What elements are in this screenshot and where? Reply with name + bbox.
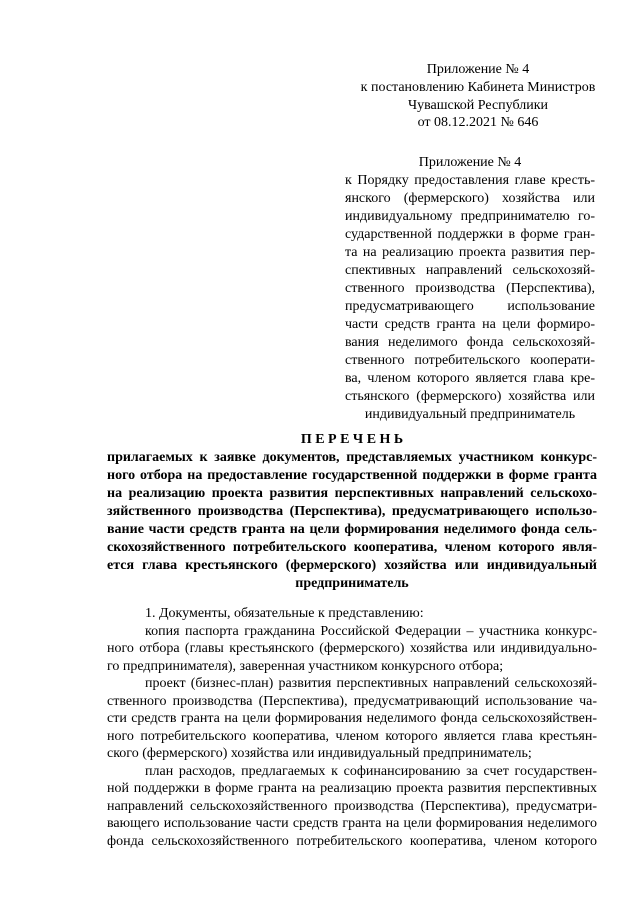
body-line: ственного производства (Перспектива), предусматривающий использование ча- [107, 694, 597, 709]
order-appendix-line: янского (фермерского) хозяйства или [345, 191, 595, 206]
order-appendix-line: сударственной поддержки в форме гран- [345, 227, 595, 242]
body-line: вающего использование части средств гранта на цели формирования неделимого [107, 816, 597, 831]
order-appendix-line: к Порядку предоставления главе кресть- [345, 173, 595, 188]
body-line: копия паспорта гражданина Российской Федерации – участника конкурс- [145, 624, 597, 639]
order-appendix-line: индивидуальный предприниматель [364, 407, 576, 422]
appendix-date: от 08.12.2021 № 646 [417, 115, 539, 130]
order-appendix-line: индивидуальному предпринимателю го- [345, 209, 595, 224]
order-appendix-line: части средств гранта на цели формиро- [345, 317, 595, 332]
list-subtitle-line: прилагаемых к заявке документов, представляемых участником конкурс- [107, 450, 597, 465]
body-line: направлений сельскохозяйственного производства (Перспектива), предусматри- [107, 799, 597, 814]
list-subtitle-line: на реализацию проекта развития перспективных направлений сельскохо- [107, 486, 597, 501]
order-appendix-line: предусматривающего использование [345, 299, 595, 314]
order-appendix-line: ва, членом которого является глава кре- [345, 371, 595, 386]
body-line: ного потребительского кооператива, членом которого является глава крестьян- [107, 729, 597, 744]
body-line: ной поддержки в форме гранта на реализацию проекта развития перспективных [107, 781, 597, 796]
appendix-line: Чувашской Республики [407, 98, 549, 113]
order-appendix-line: стьянского (фермерского) хозяйства или [345, 389, 595, 404]
order-appendix-line: та на реализацию проекта развития пер- [345, 245, 595, 260]
list-subtitle-line: ного отбора на предоставление государственной поддержки в форме гранта [107, 468, 597, 483]
order-appendix-line: ственного производства (Перспектива), [345, 281, 595, 296]
order-appendix-title: Приложение № 4 [418, 155, 522, 170]
appendix-line: к постановлению Кабинета Министров [360, 80, 596, 95]
order-appendix-line: вания неделимого фонда сельскохозяй- [345, 335, 595, 350]
body-line: проект (бизнес-план) развития перспективных направлений сельскохозяй- [145, 676, 597, 691]
list-subtitle-line: ется глава крестьянского (фермерского) хозяйства или индивидуальный [107, 558, 597, 573]
body-line: го предпринимателя), заверенная участником конкурсного отбора; [107, 659, 504, 674]
body-line: ского (фермерского) хозяйства или индивидуальный предприниматель; [107, 746, 532, 761]
appendix-title: Приложение № 4 [426, 62, 530, 77]
body-line: фонда сельскохозяйственного потребительского кооператива, членом которого [107, 834, 597, 849]
list-subtitle-line: скохозяйственного потребительского кооператива, членом которого явля- [107, 540, 597, 555]
order-appendix-line: спективных направлений сельскохозяй- [345, 263, 595, 278]
list-title: П Е Р Е Ч Е Н Ь [300, 432, 404, 447]
section-heading: 1. Документы, обязательные к представлению: [145, 606, 424, 621]
list-subtitle-line: предприниматель [295, 576, 409, 591]
body-line: сти средств гранта на цели формирования неделимого фонда сельскохозяйствен- [107, 711, 597, 726]
order-appendix-line: ственного потребительского кооперати- [345, 353, 595, 368]
body-line: ного отбора (главы крестьянского (фермерского) хозяйства или индивидуально- [107, 641, 597, 656]
list-subtitle-line: вание части средств гранта на цели формирования неделимого фонда сель- [107, 522, 597, 537]
list-subtitle-line: зяйственного производства (Перспектива), предусматривающего использо- [107, 504, 597, 519]
body-line: план расходов, предлагаемых к софинансированию за счет государствен- [145, 764, 597, 779]
